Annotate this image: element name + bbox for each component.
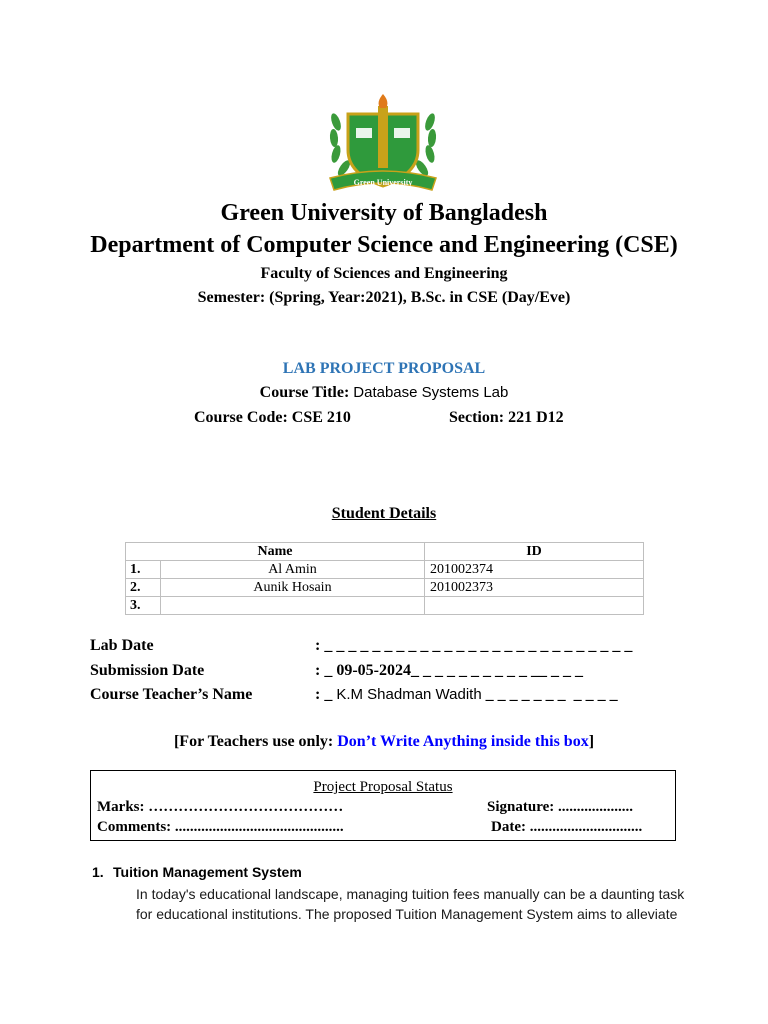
svg-text:Green University: Green University: [353, 178, 413, 187]
submission-date-row: [90, 662, 650, 684]
teacher-name-row: [90, 686, 650, 708]
submission-date-value: : _ 09-05-2024_ _ _ _ _ _ _ _ _ _ __ _ _ _: [315, 662, 583, 679]
student-id: 201002374: [425, 561, 644, 579]
section: Section: 221 D12: [449, 409, 564, 426]
student-name: [161, 597, 425, 615]
student-name: Aunik Hosain: [161, 579, 425, 597]
teacher-note-close: ]: [588, 733, 595, 750]
course-code: Course Code: CSE 210: [194, 409, 351, 426]
marks-field: Marks: …………………………………: [97, 799, 344, 815]
student-details-heading: Student Details: [331, 505, 437, 522]
table-header-row: [126, 543, 644, 561]
faculty-name: Faculty of Sciences and Engineering: [260, 265, 508, 282]
lab-date-label: Lab Date: [90, 637, 154, 654]
student-id: [425, 597, 644, 615]
section-number: 1.: [92, 864, 104, 880]
university-name: Green University of Bangladesh: [220, 200, 548, 226]
teacher-prefix: : _: [315, 686, 337, 703]
teacher-suffix: _ _ _ _ _ _ _ _ _ _ _: [481, 686, 618, 703]
id-column-header: ID: [425, 543, 644, 561]
name-column-header: Name: [126, 543, 425, 561]
proposal-title: LAB PROJECT PROPOSAL: [282, 360, 486, 377]
student-table: [125, 542, 644, 615]
student-id: 201002373: [425, 579, 644, 597]
course-title: [0, 384, 768, 402]
teacher-name-label: Course Teacher’s Name: [90, 686, 253, 703]
teacher-note-open: [For Teachers use only:: [173, 733, 338, 750]
submission-date-label: Submission Date: [90, 662, 205, 679]
table-row: [126, 579, 644, 597]
lab-date-value: : _ _ _ _ _ _ _ _ _ _ _ _ _ _ _ _ _ _ _ _ _ _ _ _ _ _: [315, 637, 633, 654]
teacher-note-warning: Don’t Write Anything inside this box: [337, 733, 589, 750]
university-logo: [326, 92, 440, 196]
row-number: 3.: [126, 597, 161, 615]
status-box-title: Project Proposal Status: [313, 779, 453, 795]
student-name: Al Amin: [161, 561, 425, 579]
teacher-note: [0, 733, 768, 751]
semester-line: Semester: (Spring, Year:2021), B.Sc. in CSE (Day/Eve): [197, 289, 571, 306]
section-title: Tuition Management System: [113, 864, 302, 880]
section-paragraph: In today's educational landscape, managing tuition fees manually can be a daunting task for educational institutions. The proposed Tuition Management System aims to alleviate: [136, 886, 685, 922]
course-title-label: Course Title:: [259, 384, 350, 401]
row-number: 1.: [126, 561, 161, 579]
course-title-value: Database Systems Lab: [353, 384, 509, 401]
table-row: [126, 597, 644, 615]
table-row: [126, 561, 644, 579]
comments-field: Comments: .............................................: [97, 819, 344, 835]
teacher-name-value: [315, 686, 618, 704]
row-number: 2.: [126, 579, 161, 597]
department-name: Department of Computer Science and Engineering (CSE): [90, 232, 678, 258]
section-heading: [92, 864, 302, 880]
signature-field: Signature: ....................: [487, 799, 633, 815]
status-box: [90, 770, 676, 841]
lab-date-row: [90, 637, 650, 659]
teacher-name: K.M Shadman Wadith: [336, 686, 482, 703]
date-field: Date: ..............................: [491, 819, 643, 835]
